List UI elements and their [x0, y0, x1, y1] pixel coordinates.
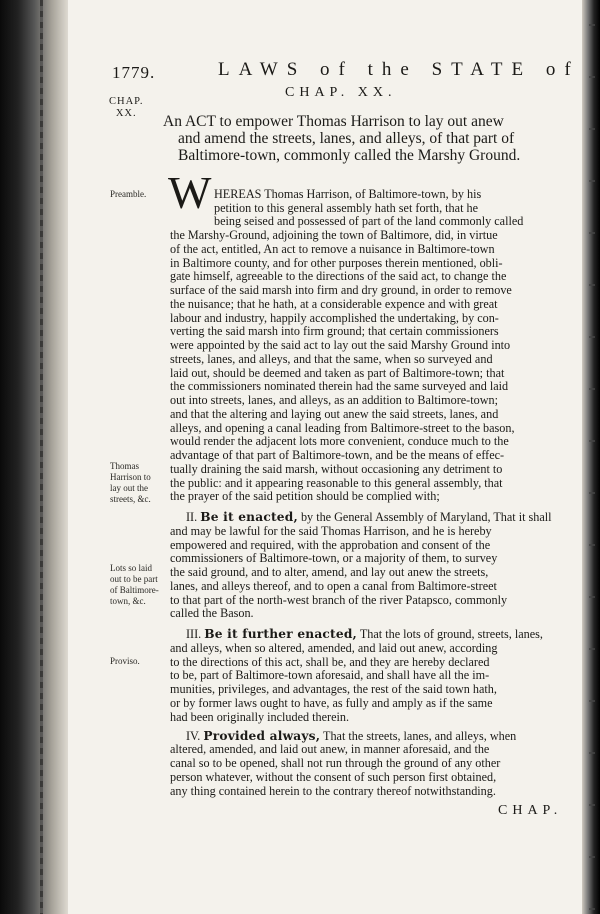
preamble-line: laid out, should be deemed and taken as part of Baltimore-town; that	[170, 365, 505, 380]
preamble-line: streets, lanes, and alleys, and that the same, when so surveyed and	[170, 351, 493, 366]
section-2-first-line-text: by the General Assembly of Maryland, That it shall	[300, 510, 552, 525]
section-2-line: to that part of the north-west branch of the river Patapsco, commonly	[170, 592, 508, 607]
section-3-line: or by former laws ought to have, as fully and amply as if the same	[170, 695, 493, 710]
section-3-numeral: III.	[186, 627, 202, 642]
margin-note-preamble: Preamble.	[110, 189, 147, 200]
preamble-line: in Baltimore county, and for other purposes therein mentioned, obli-	[170, 255, 503, 270]
section-2-line: the said ground, and to alter, amend, and lay out anew the streets,	[170, 565, 489, 580]
margin-note-section-4: Proviso.	[110, 655, 140, 666]
act-title-line: and amend the streets, lanes, and alleys, of that part of	[178, 130, 515, 147]
section-3-first-line-text: That the lots of ground, streets, lanes,	[359, 627, 543, 642]
section-2-first-line	[186, 511, 576, 523]
preamble-line: the prayer of the said petition should be complied with;	[170, 489, 440, 504]
section-2-line: called the Bason.	[170, 606, 254, 621]
margin-note-section-3: Lots so laid out to be part of Baltimore-town, &c.	[110, 562, 159, 606]
preamble-line: the commissioners nominated therein had the same surveyed and laid	[170, 379, 509, 394]
section-3-line: to the directions of this act, shall be, and they are hereby declared	[170, 654, 490, 669]
preamble-line: and that the altering and laying out anew the said streets, lanes, and	[170, 406, 499, 421]
book-binding-left	[0, 0, 68, 914]
section-2-line: empowered and required, with the approbation and consent of the	[170, 537, 491, 552]
section-4-proviso-words: Provided always,	[203, 728, 321, 743]
section-3-line: munities, privileges, and advantages, the rest of the said town hath,	[170, 682, 497, 697]
preamble-line: were appointed by the said act to lay out the said Marshy Ground into	[170, 338, 511, 353]
page-year: 1779.	[112, 63, 156, 82]
book-edge-right	[582, 0, 600, 914]
section-2-enacting-words: Be it enacted,	[200, 510, 298, 525]
margin-note-section-2: Thomas Harrison to lay out the streets, &c.	[110, 461, 151, 505]
preamble-line: out into streets, lanes, and alleys, as an addition to Baltimore-town;	[170, 393, 498, 408]
section-2-numeral: II.	[186, 510, 198, 525]
preamble-line: the public: and it appearing reasonable to this general assembly, that	[170, 475, 503, 490]
preamble-line: surface of the said marsh into firm and dry ground, in order to remove	[170, 283, 512, 298]
margin-chapter-word: CHAP.	[109, 96, 144, 107]
preamble-line: petition to this general assembly hath set forth, that he	[214, 200, 479, 215]
chapter-heading: CHAP. XX.	[285, 85, 397, 100]
section-4-numeral: IV.	[186, 728, 201, 743]
preamble-line: would render the adjacent lots more convenient, conduce much to the	[170, 434, 509, 449]
section-3-line: to be, part of Baltimore-town aforesaid, and shall have all the im-	[170, 668, 490, 683]
section-3-enacting-words: Be it further enacted,	[204, 627, 357, 642]
act-title-line: An ACT to empower Thomas Harrison to lay out anew	[163, 113, 504, 130]
preamble-line: gate himself, agreeable to the directions of the said act, to change the	[170, 269, 507, 284]
section-3-line: had been originally included therein.	[170, 709, 350, 724]
running-title: LAWS of the STATE of	[218, 59, 580, 80]
margin-chapter-number: XX.	[115, 107, 137, 119]
section-3-first-line	[186, 628, 576, 640]
section-3-line: and alleys, when so altered, amended, and laid out anew, according	[170, 640, 498, 655]
preamble-line: the nuisance; that he hath, at a considerable expence and with great	[170, 296, 498, 311]
section-4-line: altered, amended, and laid out anew, in manner aforesaid, and the	[170, 742, 490, 757]
section-2-line: commissioners of Baltimore-town, or a majority of them, to survey	[170, 551, 498, 566]
drop-cap: W	[168, 167, 212, 218]
section-4-first-line	[186, 730, 576, 742]
section-4-line: person whatever, without the consent of such person first obtained,	[170, 769, 497, 784]
section-2-line: and may be lawful for the said Thomas Harrison, and he is hereby	[170, 523, 492, 538]
section-4-line: any thing contained herein to the contrary thereof notwithstanding.	[170, 783, 496, 798]
section-4-first-line-text: That the streets, lanes, and alleys, when	[323, 728, 517, 743]
preamble-line: labour and industry, happily accomplished the undertaking, by con-	[170, 310, 499, 325]
act-title-line: Baltimore-town, commonly called the Marshy Ground.	[178, 147, 521, 164]
preamble-line: being seised and possessed of part of the land commonly called	[214, 214, 524, 229]
preamble-line: tually draining the said marsh, without occasioning any detriment to	[170, 461, 503, 476]
preamble-line: of the act, entitled, An act to remove a nuisance in Baltimore-town	[170, 241, 495, 256]
preamble-line: HEREAS Thomas Harrison, of Baltimore-town, by his	[214, 186, 482, 201]
preamble-line: the Marshy-Ground, adjoining the town of Baltimore, did, in virtue	[170, 228, 498, 243]
preamble-line: verting the said marsh into firm ground; that certain commissioners	[170, 324, 499, 339]
preamble-line: advantage of that part of Baltimore-town, and be the means of effec-	[170, 448, 505, 463]
section-4-line: canal so to be opened, shall not run through the ground of any other	[170, 756, 501, 771]
catchword: CHAP.	[498, 802, 563, 818]
preamble-line: alleys, and opening a canal leading from Baltimore-street to the bason,	[170, 420, 515, 435]
section-2-line: lanes, and alleys thereof, and to open a canal from Baltimore-street	[170, 578, 497, 593]
margin-chapter-label	[109, 96, 143, 119]
